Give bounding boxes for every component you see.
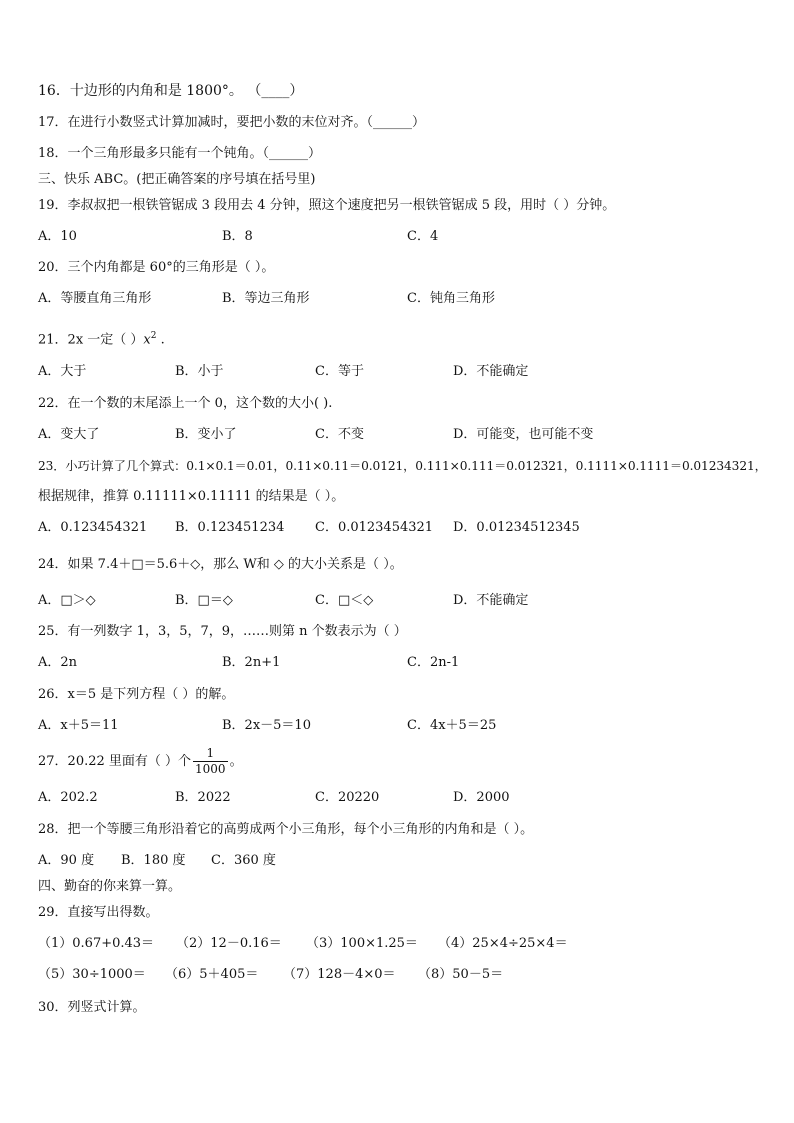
q25-option-a: A．2n (38, 655, 78, 670)
q24-option-a: A．□＞◇ (38, 593, 96, 608)
q19-option-c: C．4 (407, 229, 439, 244)
q23-option-c: C．0.0123454321 (315, 520, 434, 535)
q24-option-d: D．不能确定 (453, 593, 529, 608)
question-21 (38, 328, 165, 348)
q29-item-3: （3）100×1.25＝ (306, 936, 418, 951)
q29-item-7: （7）128－4×0＝ (283, 967, 396, 982)
question-28: 28．把一个等腰三角形沿着它的高剪成两个小三角形，每个小三角形的内角和是（ ）。 (38, 822, 534, 837)
q20-option-b: B．等边三角形 (222, 291, 310, 306)
q26-option-b: B．2x－5＝10 (222, 718, 311, 733)
q27-denominator: 1000 (195, 762, 226, 776)
question-29: 29．直接写出得数。 (38, 905, 159, 920)
q23-option-d: D．0.01234512345 (453, 520, 580, 535)
question-24: 24．如果 7.4＋□＝5.6＋◇，那么 W和 ◇ 的大小关系是（ ）。 (38, 557, 403, 572)
q23-option-b: B．0.123451234 (175, 520, 285, 535)
q21-option-b: B．小于 (175, 364, 224, 379)
question-25: 25．有一列数字 1，3，5，7，9，……则第 n 个数表示为（ ） (38, 624, 407, 639)
q19-option-b: B．8 (222, 229, 253, 244)
q22-option-c: C．不变 (315, 427, 364, 442)
question-23-line-2: 根据规律，推算 0.11111×0.11111 的结果是（ ）。 (38, 489, 345, 504)
q19-option-a: A．10 (38, 229, 77, 244)
q22-option-d: D．可能变，也可能不变 (453, 427, 594, 442)
q27-option-c: C．20220 (315, 790, 380, 805)
q26-option-c: C．4x＋5＝25 (407, 718, 497, 733)
q21-end: . (156, 332, 165, 348)
question-22: 22．在一个数的末尾添上一个 0，这个数的大小( ). (38, 396, 333, 411)
q24-option-c: C．□＜◇ (315, 593, 374, 608)
q22-option-b: B．变小了 (175, 427, 237, 442)
q21-x: x (143, 332, 151, 348)
question-30: 30．列竖式计算。 (38, 1000, 146, 1015)
q21-option-d: D．不能确定 (453, 364, 529, 379)
q29-item-8: （8）50－5＝ (418, 967, 504, 982)
question-18: 18．一个三角形最多只能有一个钝角。（______） (38, 146, 322, 161)
q27-text: 27．20.22 里面有（ ）个 (38, 754, 192, 769)
q25-option-c: C．2n-1 (407, 655, 460, 670)
question-16: 16．十边形的内角和是 1800°。 （____） (38, 83, 304, 99)
q27-option-a: A．202.2 (38, 790, 98, 805)
q28-option-b: B．180 度 (121, 853, 186, 868)
q22-option-a: A．变大了 (38, 427, 100, 442)
q27-end: 。 (229, 754, 243, 769)
section-4-heading: 四、勤奋的你来算一算。 (38, 879, 182, 894)
question-17: 17．在进行小数竖式计算加减时，要把小数的末位对齐。（______） (38, 115, 426, 130)
question-20: 20．三个内角都是 60°的三角形是（ ）。 (38, 260, 275, 275)
q26-option-a: A．x＋5＝11 (38, 718, 119, 733)
q21-option-a: A．大于 (38, 364, 87, 379)
question-27 (38, 745, 243, 779)
q20-option-a: A．等腰直角三角形 (38, 291, 152, 306)
question-23-line-1: 23．小巧计算了几个算式：0.1×0.1＝0.01，0.11×0.11＝0.0121，0.111×0.111＝0.012321，0.1111×0.1111＝0.01234321， (38, 459, 767, 473)
q28-option-a: A．90 度 (38, 853, 95, 868)
q27-fraction (193, 747, 228, 776)
section-3-heading: 三、快乐 ABC。(把正确答案的序号填在括号里) (38, 172, 316, 187)
question-26: 26．x＝5 是下列方程（ ）的解。 (38, 687, 235, 702)
q27-option-b: B．2022 (175, 790, 231, 805)
q21-option-c: C．等于 (315, 364, 364, 379)
q21-text: 21．2x 一定（ ） (38, 332, 144, 348)
q29-item-5: （5）30÷1000＝ (38, 967, 146, 982)
q29-item-1: （1）0.67+0.43＝ (38, 936, 155, 951)
q21-exponent: 2 (150, 331, 157, 341)
question-19: 19．李叔叔把一根铁管锯成 3 段用去 4 分钟，照这个速度把另一根铁管锯成 5 段，用时（ ）分钟。 (38, 198, 616, 213)
q20-option-c: C．钝角三角形 (407, 291, 495, 306)
q23-option-a: A．0.123454321 (38, 520, 148, 535)
q27-option-d: D．2000 (453, 790, 510, 805)
q29-item-6: （6）5＋405＝ (165, 967, 259, 982)
q24-option-b: B．□＝◇ (175, 593, 233, 608)
q27-numerator: 1 (206, 746, 215, 760)
q25-option-b: B．2n+1 (222, 655, 281, 670)
q29-item-4: （4）25×4÷25×4＝ (438, 936, 568, 951)
q28-option-c: C．360 度 (211, 853, 276, 868)
q29-item-2: （2）12－0.16＝ (176, 936, 282, 951)
